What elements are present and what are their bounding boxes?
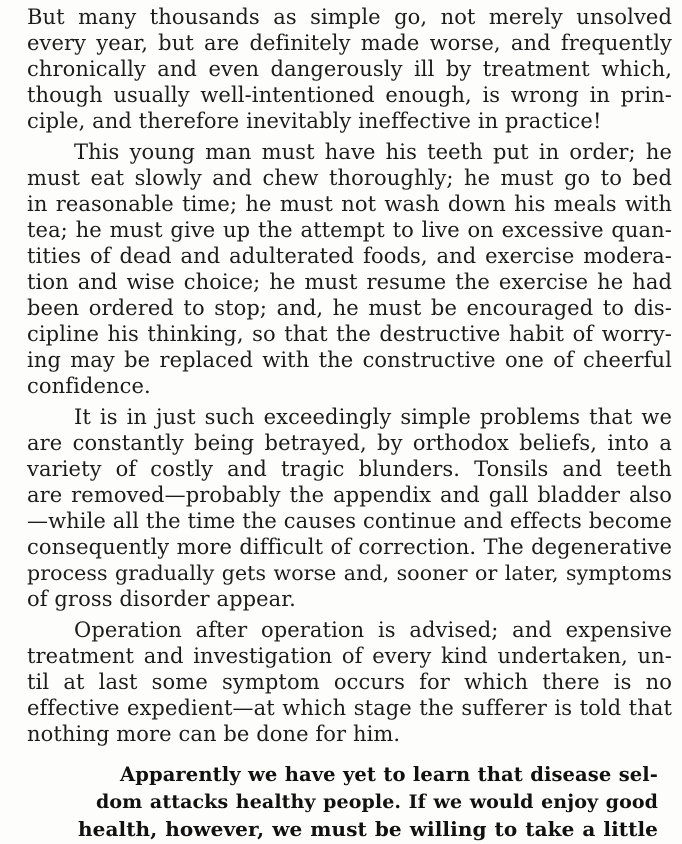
paragraph-4-line-1: Operation after operation is advised; and expensive xyxy=(74,618,672,642)
paragraph-3-line-1: It is in just such exceedingly simple problems that we xyxy=(74,405,672,429)
paragraph-4-line-3: til at last some symptom occurs for which there is no xyxy=(27,670,672,694)
paragraph-2-line-6: tion and wise choice; he must resume the exercise he had xyxy=(27,270,672,294)
paragraph-1-line-2: every year, but are definitely made worse, and frequently xyxy=(27,31,672,55)
paragraph-2-line-7: been ordered to stop; and, he must be encouraged to dis- xyxy=(27,296,672,320)
paragraph-2-line-10: confidence. xyxy=(27,374,151,398)
paragraph-1-line-5: ciple, and therefore inevitably ineffective in practice! xyxy=(27,109,602,133)
paragraph-3-line-7: process gradually gets worse and, sooner or later, symptoms xyxy=(27,561,672,585)
paragraph-2-line-8: cipline his thinking, so that the destructive habit of worry- xyxy=(27,322,672,346)
paragraph-4-line-4: effective expedient—at which stage the sufferer is told that xyxy=(27,696,672,720)
paragraph-3-line-3: variety of costly and tragic blunders. Tonsils and teeth xyxy=(27,457,672,481)
paragraph-3-line-2: are constantly being betrayed, by orthodox beliefs, into a xyxy=(27,431,672,455)
paragraph-2-line-9: ing may be replaced with the constructive one of cheerful xyxy=(27,348,672,372)
paragraph-3-line-4: are removed—probably the appendix and gall bladder also xyxy=(27,483,672,507)
callout-line-3: health, however, we must be willing to take a little xyxy=(78,817,658,841)
paragraph-2-line-4: tea; he must give up the attempt to live on excessive quan- xyxy=(27,218,672,242)
paragraph-3-line-6: consequently more difficult of correction. The degenerative xyxy=(27,535,672,559)
callout-line-2: dom attacks healthy people. If we would enjoy good xyxy=(96,791,658,813)
callout-line-1: Apparently we have yet to learn that disease sel- xyxy=(120,763,658,786)
paragraph-2-line-3: in reasonable time; he must not wash down his meals with xyxy=(27,192,672,216)
paragraph-3-line-5: —while all the time the causes continue and effects become xyxy=(27,509,672,533)
paragraph-2-line-5: tities of dead and adulterated foods, and exercise modera- xyxy=(27,244,672,268)
paragraph-4-line-2: treatment and investigation of every kind undertaken, un- xyxy=(27,644,672,668)
paragraph-1-line-3: chronically and even dangerously ill by treatment which, xyxy=(27,57,672,81)
paragraph-2-line-1: This young man must have his teeth put in order; he xyxy=(74,140,672,164)
paragraph-3-line-8: of gross disorder appear. xyxy=(27,587,296,611)
paragraph-4-line-5: nothing more can be done for him. xyxy=(27,722,401,746)
paragraph-2-line-2: must eat slowly and chew thoroughly; he must go to bed xyxy=(27,166,672,190)
paragraph-1-line-1: But many thousands as simple go, not merely unsolved xyxy=(27,5,672,29)
paragraph-1-line-4: though usually well-intentioned enough, is wrong in prin- xyxy=(27,83,672,107)
